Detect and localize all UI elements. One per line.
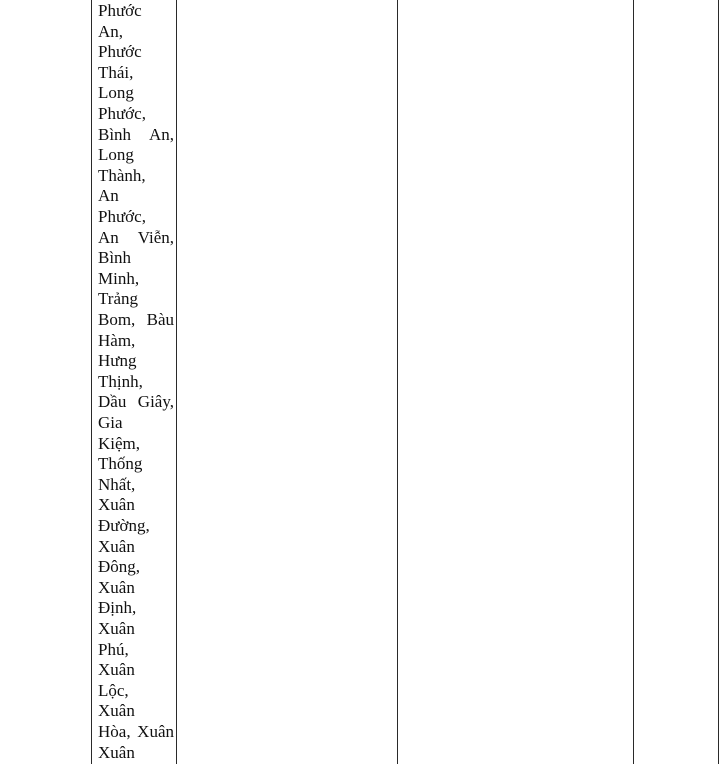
cell-text-word: Đông, — [98, 557, 141, 577]
cell-text-line — [98, 1, 174, 22]
cell-text-line — [98, 454, 174, 475]
cell-text-word: Xuân — [98, 619, 135, 638]
cell-text-word: An — [98, 227, 119, 247]
cell-text-line — [98, 619, 174, 640]
cell-text-line — [98, 537, 174, 558]
cell-text-word: An, — [98, 21, 124, 41]
cell-text-word: Xuân — [98, 577, 135, 597]
cell-text-line — [98, 310, 174, 331]
cell-text-line — [98, 701, 174, 722]
cell-text-line — [98, 63, 174, 84]
cell-text-word: Bàu — [146, 310, 174, 329]
cell-text-line — [98, 207, 174, 228]
cell-text-line — [98, 743, 174, 764]
cell-text-line — [98, 351, 174, 372]
cell-text-word: Phước, — [98, 104, 146, 123]
cell-text-word: Bom, — [98, 310, 136, 329]
cell-text-line — [98, 392, 174, 413]
cell-text-word: Định, — [98, 598, 137, 618]
column-border-4 — [633, 0, 634, 764]
cell-text-word: Dầu — [98, 392, 127, 412]
cell-text-line — [98, 495, 174, 516]
cell-text-word: An, — [148, 124, 174, 144]
cell-text-word: Xuân — [98, 495, 135, 515]
cell-text-word: Thành, — [98, 165, 146, 185]
cell-text-word: Hưng — [98, 351, 137, 371]
cell-text-word: Long — [98, 83, 134, 103]
cell-text-line — [98, 434, 174, 455]
cell-text-line — [98, 413, 174, 434]
cell-text-word: Bình — [98, 248, 132, 268]
cell-text-word: Phước — [98, 42, 142, 62]
cell-text-line — [98, 42, 174, 63]
cell-text-word: Phước — [98, 1, 142, 20]
commune-list-cell — [92, 0, 176, 764]
cell-text-word: Xuân — [98, 660, 135, 680]
cell-text-word: Thống — [98, 454, 143, 474]
cell-text-line — [98, 475, 174, 496]
cell-text-word: Trảng — [98, 289, 138, 309]
cell-text-word: Xuân — [98, 701, 135, 721]
cell-text-word: Kiệm, — [98, 433, 141, 453]
cell-text-line — [98, 660, 174, 681]
cell-text-word: Bình — [98, 124, 132, 144]
cell-text-line — [98, 557, 174, 578]
cell-text-word: Long — [98, 145, 134, 165]
cell-text-word: Hàm, — [98, 330, 136, 350]
cell-text-line — [98, 166, 174, 187]
cell-text-line — [98, 145, 174, 166]
cell-text-line — [98, 186, 174, 207]
cell-text-word: Viễn, — [137, 227, 174, 247]
cell-text-line — [98, 516, 174, 537]
cell-text-line — [98, 228, 174, 249]
cell-text-line — [98, 598, 174, 619]
column-border-2 — [176, 0, 177, 764]
cell-text-word: Nhất, — [98, 474, 136, 494]
cell-text-line — [98, 248, 174, 269]
cell-text-line — [98, 289, 174, 310]
cell-text-line — [98, 331, 174, 352]
cell-text-word: Thái, — [98, 62, 134, 82]
cell-text-line — [98, 104, 174, 125]
cell-text-word: Hòa, — [98, 722, 131, 741]
cell-text-line — [98, 22, 174, 43]
cell-text-line — [98, 640, 174, 661]
cell-text-line — [98, 125, 174, 146]
cell-text-word: An — [98, 186, 119, 206]
cell-text-word: Đường, — [98, 516, 150, 535]
cell-text-word: Minh, — [98, 268, 140, 288]
cell-text-word: Lộc, — [98, 680, 129, 700]
cell-text-word: Xuân — [98, 742, 135, 762]
cell-text-line — [98, 578, 174, 599]
cell-text-word: Phú, — [98, 639, 129, 659]
column-border-3 — [397, 0, 398, 764]
cell-text-line — [98, 722, 174, 743]
column-border-5 — [718, 0, 719, 764]
cell-text-line — [98, 681, 174, 702]
cell-text-word: Phước, — [98, 207, 146, 226]
cell-text-line — [98, 83, 174, 104]
cell-text-word: Xuân — [98, 536, 135, 556]
cell-text-line — [98, 372, 174, 393]
cell-text-word: Gia — [98, 413, 123, 432]
cell-text-word: Xuân — [137, 722, 174, 741]
cell-text-word: Thịnh, — [98, 371, 143, 391]
cell-text-line — [98, 269, 174, 290]
cell-text-word: Giây, — [137, 392, 174, 412]
